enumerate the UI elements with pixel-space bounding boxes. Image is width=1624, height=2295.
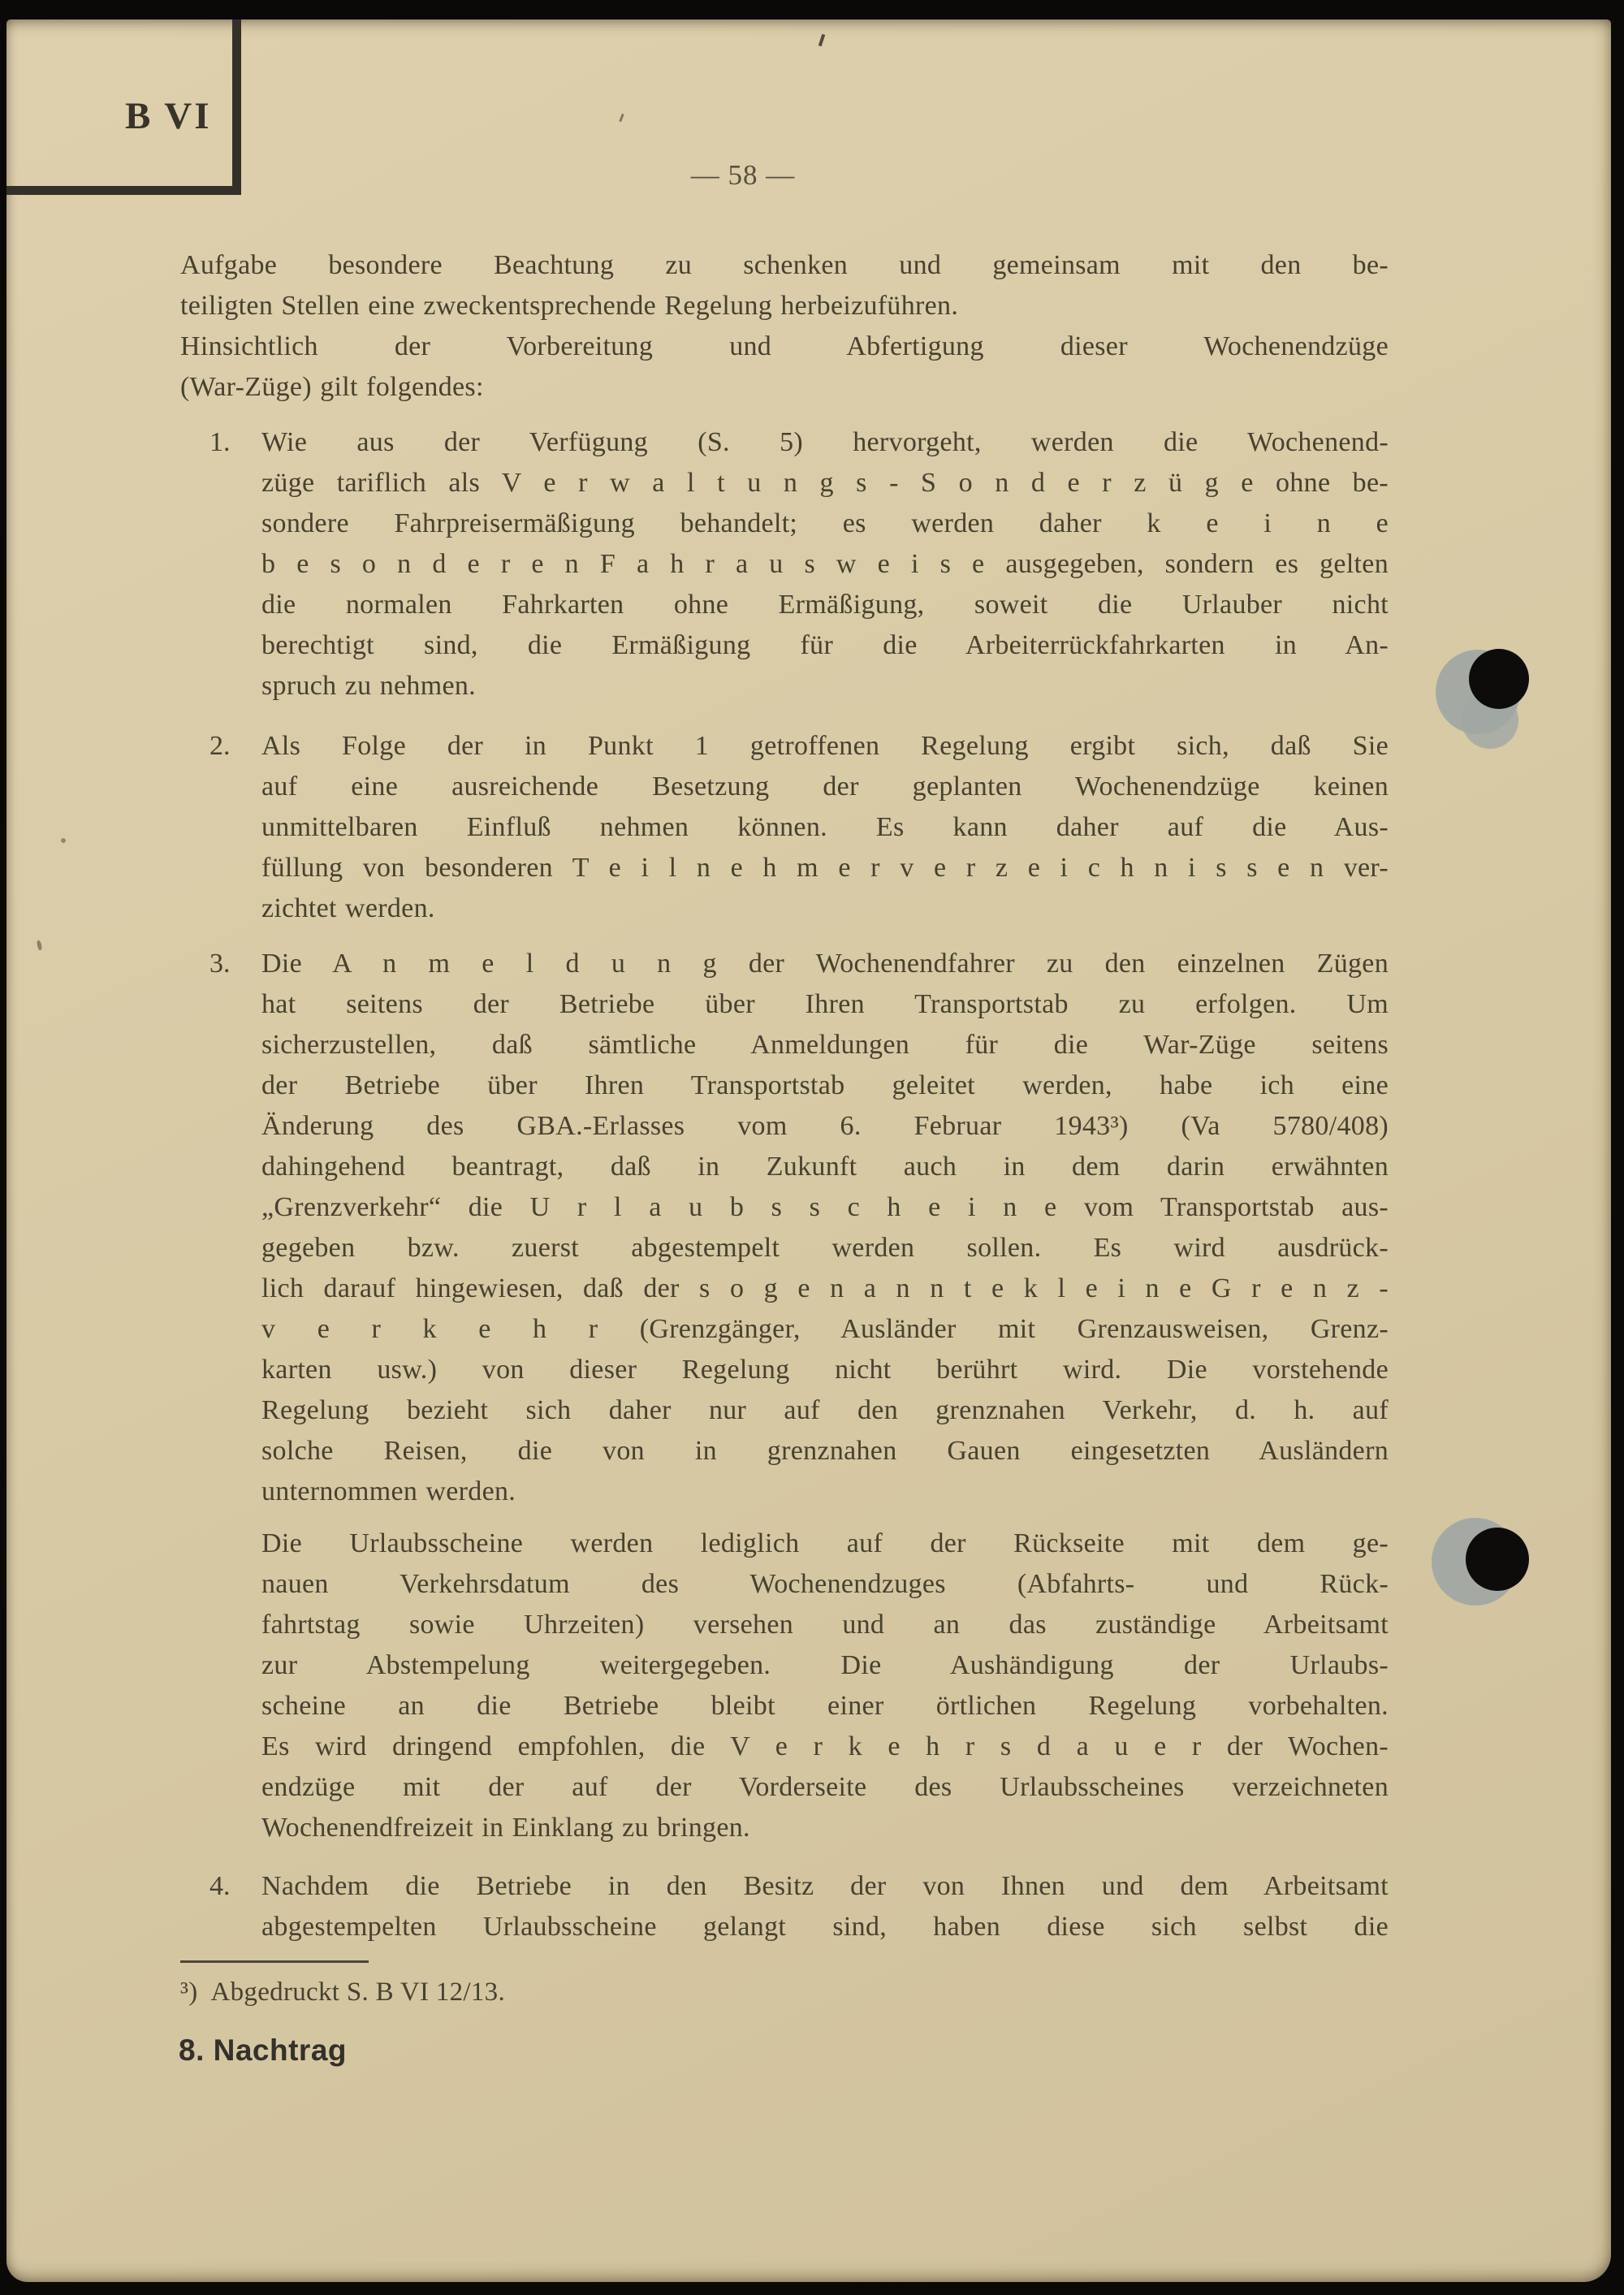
text-line: zur Abstempelung weitergegeben. Die Aushändigung der Urlaubs- bbox=[261, 1650, 1389, 1680]
text-line: unternommen werden. bbox=[261, 1476, 516, 1506]
item-number: 4. bbox=[209, 1871, 231, 1901]
item-lines bbox=[261, 422, 1389, 707]
list-item-4 bbox=[180, 1866, 1389, 1947]
item-lines bbox=[261, 944, 1389, 1512]
text-line: sicherzustellen, daß sämtliche Anmeldungen für die War-Züge seitens bbox=[261, 1030, 1389, 1060]
text-line: hat seitens der Betriebe über Ihren Transportstab zu erfolgen. Um bbox=[261, 989, 1389, 1019]
item-3-continuation-paragraph bbox=[261, 1524, 1389, 1848]
text-line: zichtet werden. bbox=[261, 893, 435, 923]
edition-label: 8. Nachtrag bbox=[179, 2034, 348, 2067]
page-number: — 58 — bbox=[690, 159, 796, 191]
footnote-marker: ³) bbox=[180, 1977, 198, 2007]
text-line: auf eine ausreichende Besetzung der geplanten Wochenendzüge keinen bbox=[261, 771, 1389, 802]
punch-hole bbox=[1466, 1528, 1529, 1591]
item-lines bbox=[261, 726, 1389, 929]
text-line: Die A n m e l d u n g der Wochenendfahrer zu den einzelnen Zügen bbox=[261, 949, 1389, 979]
text-line: Es wird dringend empfohlen, die V e r k e h r s d a u e r der Wochen- bbox=[261, 1731, 1389, 1761]
item-lines bbox=[261, 1866, 1389, 1947]
list-item-3 bbox=[180, 944, 1389, 1512]
text-line: füllung von besonderen T e i l n e h m e r v e r z e i c h n i s s e n ver- bbox=[261, 853, 1389, 883]
text-line: endzüge mit der auf der Vorderseite des Urlaubsscheines verzeichneten bbox=[261, 1772, 1389, 1802]
text-line: b e s o n d e r e n F a h r a u s w e i s e ausgegeben, sondern es gelten bbox=[261, 549, 1389, 579]
text-line: abgestempelten Urlaubsscheine gelangt sind, haben diese sich selbst die bbox=[261, 1912, 1389, 1942]
ink-speck bbox=[61, 838, 66, 843]
footnote bbox=[180, 1973, 505, 2011]
punch-hole bbox=[1469, 649, 1529, 709]
text-line: spruch zu nehmen. bbox=[261, 671, 476, 701]
text-line: Als Folge der in Punkt 1 getroffenen Regelung ergibt sich, daß Sie bbox=[261, 731, 1389, 761]
text-line: fahrtstag sowie Uhrzeiten) versehen und an das zuständige Arbeitsamt bbox=[261, 1610, 1389, 1640]
text-line: die normalen Fahrkarten ohne Ermäßigung, soweit die Urlauber nicht bbox=[261, 590, 1389, 620]
text-line: v e r k e h r (Grenzgänger, Ausländer mit Grenzausweisen, Grenz- bbox=[261, 1314, 1389, 1344]
text-line: züge tariflich als V e r w a l t u n g s - S o n d e r z ü g e ohne be- bbox=[261, 468, 1389, 498]
section-label-box bbox=[6, 19, 241, 195]
text-line: Die Urlaubsscheine werden lediglich auf der Rückseite mit dem ge- bbox=[261, 1528, 1389, 1558]
text-line: sondere Fahrpreisermäßigung behandelt; es werden daher k e i n e bbox=[261, 508, 1389, 538]
text-line: karten usw.) von dieser Regelung nicht berührt wird. Die vorstehende bbox=[261, 1355, 1389, 1385]
text-line: „Grenzverkehr“ die U r l a u b s s c h e i n e vom Transportstab aus- bbox=[261, 1192, 1389, 1222]
text-line: Hinsichtlich der Vorbereitung und Abfertigung dieser Wochenendzüge bbox=[180, 331, 1389, 361]
section-label: B VI bbox=[125, 95, 212, 137]
intro-paragraph bbox=[180, 245, 1389, 408]
text-line: Aufgabe besondere Beachtung zu schenken und gemeinsam mit den be- bbox=[180, 250, 1389, 280]
item-number: 3. bbox=[209, 949, 231, 979]
text-line: teiligten Stellen eine zweckentsprechende Regelung herbeizuführen. bbox=[180, 291, 959, 321]
text-line: Regelung bezieht sich daher nur auf den grenznahen Verkehr, d. h. auf bbox=[261, 1395, 1389, 1425]
footnote-rule bbox=[180, 1960, 369, 1963]
list-item-1 bbox=[180, 422, 1389, 707]
list-item-2 bbox=[180, 726, 1389, 929]
text-line: scheine an die Betriebe bleibt einer örtlichen Regelung vorbehalten. bbox=[261, 1691, 1389, 1721]
text-line: (War-Züge) gilt folgendes: bbox=[180, 372, 484, 402]
text-line: dahingehend beantragt, daß in Zukunft auch in dem darin erwähnten bbox=[261, 1152, 1389, 1182]
item-number: 1. bbox=[209, 427, 231, 457]
text-line: Nachdem die Betriebe in den Besitz der von Ihnen und dem Arbeitsamt bbox=[261, 1871, 1389, 1901]
text-line: unmittelbaren Einfluß nehmen können. Es kann daher auf die Aus- bbox=[261, 812, 1389, 842]
text-line: berechtigt sind, die Ermäßigung für die Arbeiterrückfahrkarten in An- bbox=[261, 630, 1389, 660]
text-line: Änderung des GBA.-Erlasses vom 6. Februar 1943³) (Va 5780/408) bbox=[261, 1111, 1389, 1141]
footnote-text: Abgedruckt S. B VI 12/13. bbox=[210, 1977, 506, 2007]
text-line: gegeben bzw. zuerst abgestempelt werden sollen. Es wird ausdrück- bbox=[261, 1233, 1389, 1263]
item-number: 2. bbox=[209, 731, 231, 761]
text-line: solche Reisen, die von in grenznahen Gauen eingesetzten Ausländern bbox=[261, 1436, 1389, 1466]
text-line: Wochenendfreizeit in Einklang zu bringen. bbox=[261, 1813, 750, 1843]
text-line: nauen Verkehrsdatum des Wochenendzuges (Abfahrts- und Rück- bbox=[261, 1569, 1389, 1599]
text-line: Wie aus der Verfügung (S. 5) hervorgeht, werden die Wochenend- bbox=[261, 427, 1389, 457]
text-line: lich darauf hingewiesen, daß der s o g e n a n n t e k l e i n e G r e n z - bbox=[261, 1273, 1389, 1303]
text-line: der Betriebe über Ihren Transportstab geleitet werden, habe ich eine bbox=[261, 1070, 1389, 1100]
